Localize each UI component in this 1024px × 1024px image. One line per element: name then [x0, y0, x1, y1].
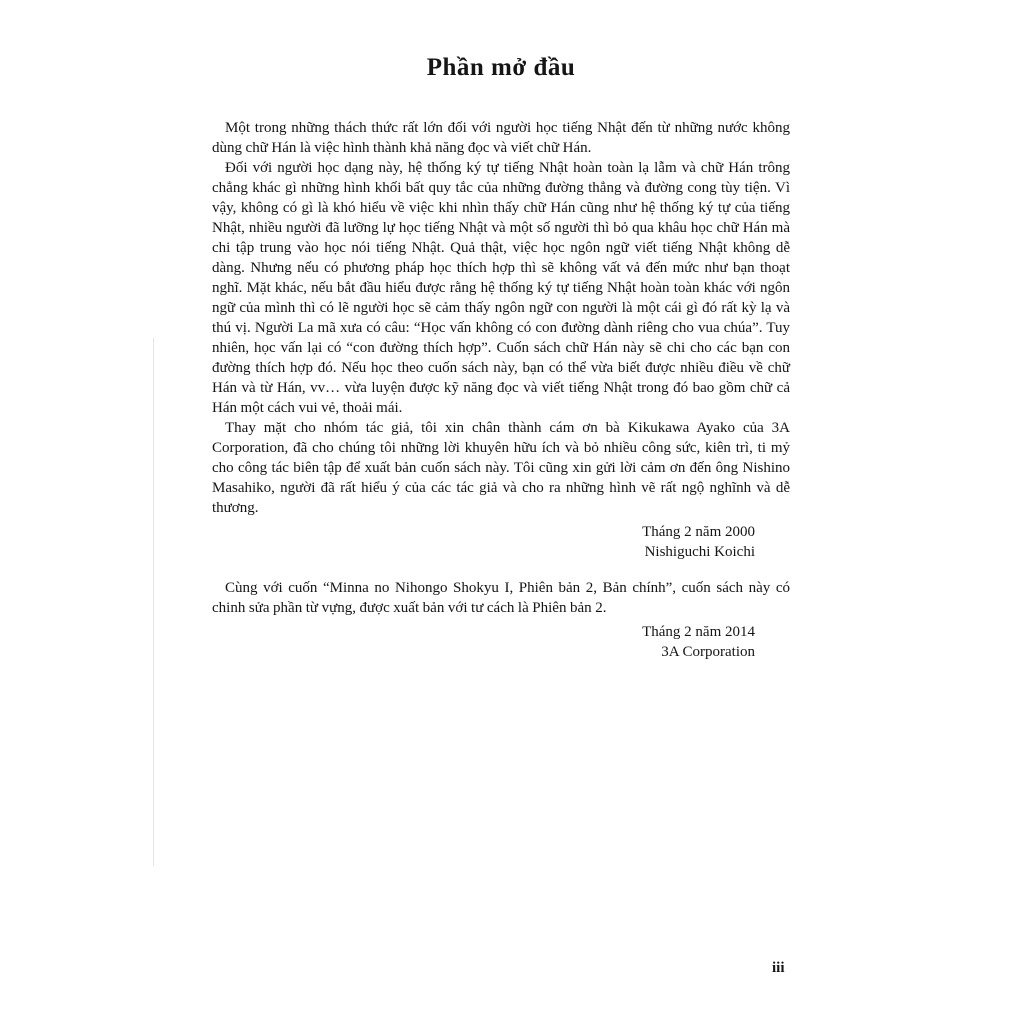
page-title: Phần mở đầu	[426, 54, 576, 81]
paragraph-main: Đối với người học dạng này, hệ thống ký tự tiếng Nhật hoàn toàn lạ lẫm và chữ Hán trông chẳng khác gì những hình khối bất quy tắc của những đường thẳng và đường cong tùy tiện. Vì vậy, không có gì là khó hiểu về việc khi nhìn thấy chữ Hán cũng như hệ thống ký tự của tiếng Nhật, nhiều người đã lưỡng lự học tiếng Nhật và một số người thì bỏ qua khâu học chữ Hán mà chi tập trung vào học nói tiếng Nhật. Quả thật, việc học ngôn ngữ viết tiếng Nhật không dễ dàng. Nhưng nếu có phương pháp học thích hợp thì sẽ không vất vả đến mức như bạn thoạt nghĩ. Mặt khác, nếu bắt đầu hiểu được rằng hệ thống ký tự tiếng Nhật hoàn toàn khác với ngôn ngữ của mình thì có lẽ người học sẽ cảm thấy ngôn ngữ con người là một cái gì đó rất kỳ lạ và thú vị. Người La mã xưa có câu: “Học vấn không có con đường dành riêng cho vua chúa”. Tuy nhiên, học vấn lại có “con đường thích hợp”. Cuốn sách chữ Hán này sẽ chi cho các bạn con đường thích hợp đó. Nếu học theo cuốn sách này, bạn có thể vừa biết được nhiều điều về chữ Hán và từ Hán, vv… vừa luyện được kỹ năng đọc và viết tiếng Nhật trong đó bao gồm chữ cả Hán một cách vui vẻ, thoải mái.	[212, 160, 790, 416]
signature-date-2014: Tháng 2 năm 2014	[642, 624, 755, 640]
preface-content	[212, 0, 790, 662]
paragraph-edition-note: Cùng với cuốn “Minna no Nihongo Shokyu I, Phiên bản 2, Bản chính”, cuốn sách này có chinh sửa phần từ vựng, được xuất bản với tư cách là Phiên bản 2.	[212, 580, 790, 616]
signature-date-2000: Tháng 2 năm 2000	[642, 524, 755, 540]
paragraph-acknowledgements: Thay mặt cho nhóm tác giả, tôi xin chân thành cám ơn bà Kikukawa Ayako của 3A Corporation, đã cho chúng tôi những lời khuyên hữu ích và bỏ nhiều công sức, kiên trì, ti mỷ cho công tác biên tập để xuất bản cuốn sách này. Tôi cũng xin gửi lời cảm ơn đến ông Nishino Masahiko, người đã rất hiểu ý của các tác giả và cho ra những hình vẽ rất ngộ nghĩnh và dễ thương.	[212, 420, 790, 516]
page-number: iii	[772, 960, 785, 976]
signature-name-publisher: 3A Corporation	[661, 644, 755, 660]
signature-block-2014	[212, 622, 790, 662]
paragraph-intro: Một trong những thách thức rất lớn đối với người học tiếng Nhật đến từ những nước không dùng chữ Hán là việc hình thành khả năng đọc và viết chữ Hán.	[212, 120, 790, 156]
signature-name-author: Nishiguchi Koichi	[644, 544, 755, 560]
signature-block-2000	[212, 522, 790, 562]
page-gutter-line	[153, 338, 154, 866]
